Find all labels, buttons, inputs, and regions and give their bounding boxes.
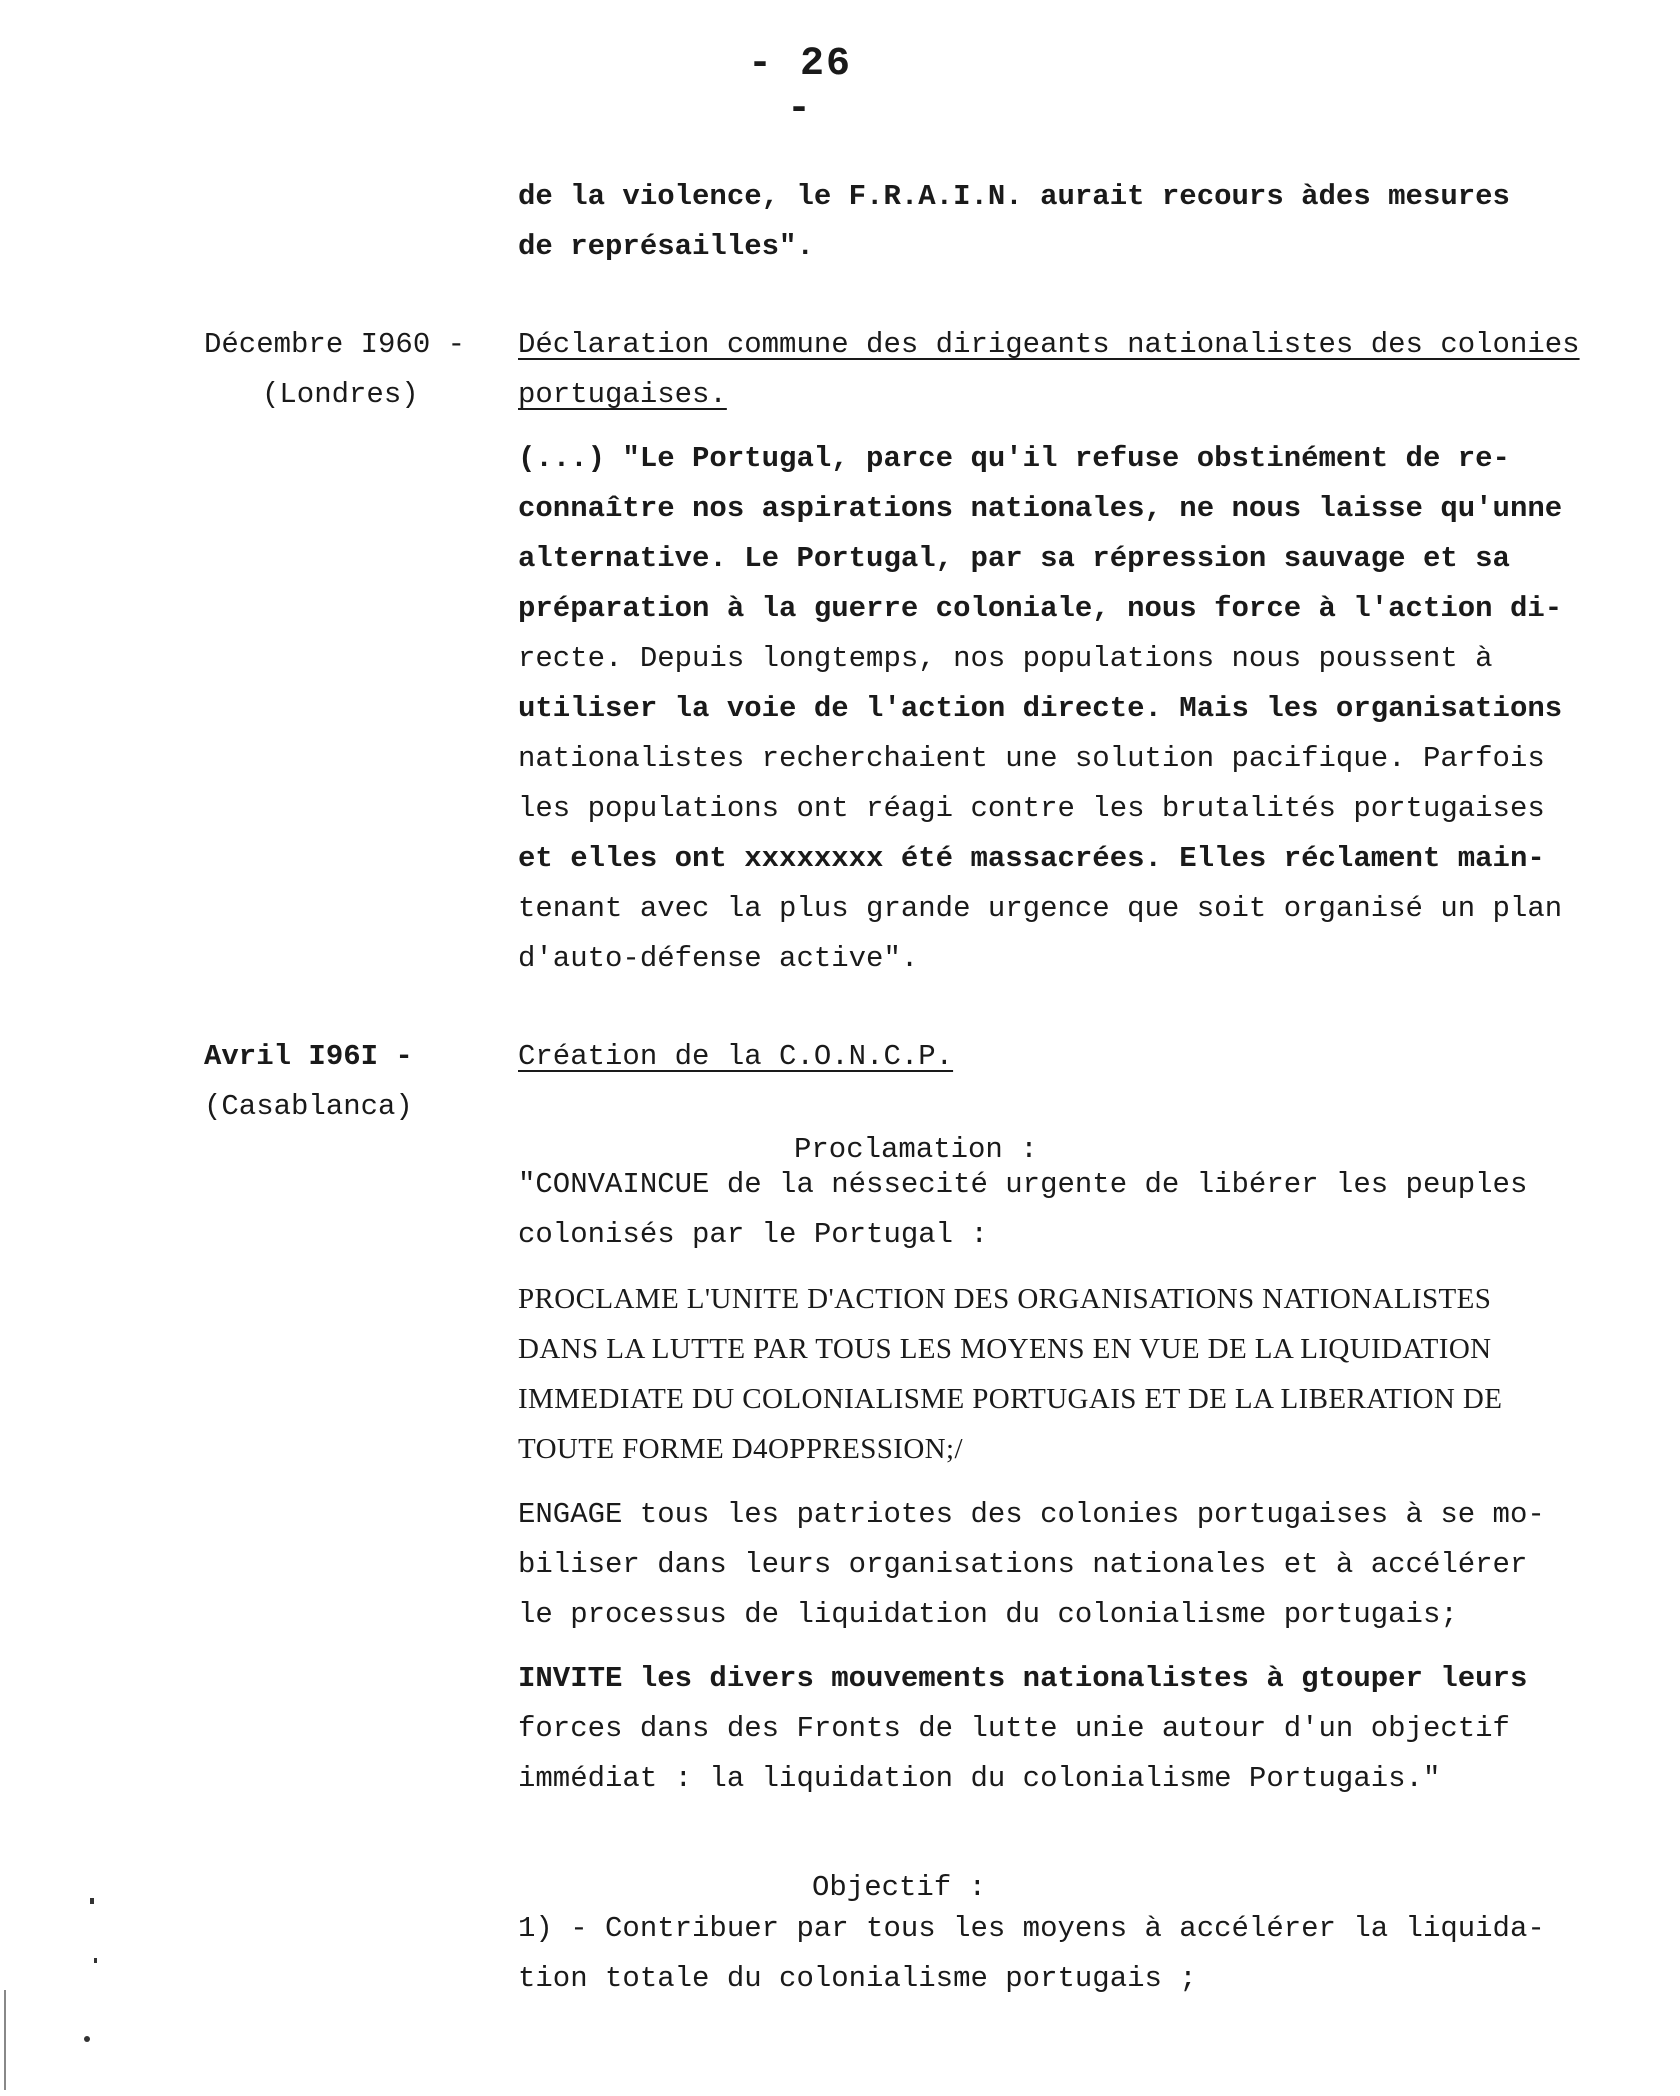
margin-speck (90, 1898, 94, 1904)
entry1-date: Décembre I960 - (204, 328, 466, 361)
proclamation-line: DANS LA LUTTE PAR TOUS LES MOYENS EN VUE DE LA LIQUIDATION (518, 1333, 1492, 1365)
entry1-body-line: les populations ont réagi contre les brutalités portugaises (518, 792, 1545, 825)
intro-line-1: de la violence, le F.R.A.I.N. aurait recours àdes mesures (518, 180, 1510, 213)
entry1-body-line: nationalistes recherchaient une solution pacifique. Parfois (518, 742, 1545, 775)
proclamation-line: forces dans des Fronts de lutte unie autour d'un objectif (518, 1712, 1510, 1745)
entry1-place: (Londres) (262, 378, 419, 411)
entry1-title-line-1: Déclaration commune des dirigeants nationalistes des colonies (518, 328, 1580, 361)
entry1-body-line: et elles ont xxxxxxxx été massacrées. Elles réclament main- (518, 842, 1545, 875)
proclamation-line: biliser dans leurs organisations nationales et à accélérer (518, 1548, 1528, 1581)
proclamation-line: ENGAGE tous les patriotes des colonies portugaises à se mo- (518, 1498, 1545, 1531)
entry2-title: Création de la C.O.N.C.P. (518, 1040, 954, 1073)
entry1-body-line: (...) "Le Portugal, parce qu'il refuse obstinément de re- (518, 442, 1510, 475)
entry1-body-line: préparation à la guerre coloniale, nous force à l'action di- (518, 592, 1563, 625)
margin-speck (84, 2036, 90, 2042)
entry1-body-line: d'auto-défense active". (518, 942, 919, 975)
proclamation-line: colonisés par le Portugal : (518, 1218, 988, 1251)
entry2-date: Avril I96I - (204, 1040, 413, 1073)
objectif-line: 1) - Contribuer par tous les moyens à accélérer la liquida- (518, 1912, 1545, 1945)
proclamation-line: TOUTE FORME D4OPPRESSION;/ (518, 1433, 963, 1465)
proclamation-line: IMMEDIATE DU COLONIALISME PORTUGAIS ET DE LA LIBERATION DE (518, 1383, 1503, 1415)
entry1-body-line: alternative. Le Portugal, par sa répression sauvage et sa (518, 542, 1510, 575)
proclamation-line: immédiat : la liquidation du colonialisme Portugais." (518, 1762, 1441, 1795)
intro-line-2: de représailles". (518, 230, 814, 263)
entry1-body-line: tenant avec la plus grande urgence que soit organisé un plan (518, 892, 1563, 925)
proclamation-line: PROCLAME L'UNITE D'ACTION DES ORGANISATIONS NATIONALISTES (518, 1283, 1492, 1315)
proclamation-line: le processus de liquidation du colonialisme portugais; (518, 1598, 1458, 1631)
entry2-place: (Casablanca) (204, 1090, 413, 1123)
proclamation-heading: Proclamation : (794, 1133, 1038, 1166)
page-number: - 26 - (747, 42, 852, 132)
proclamation-line: INVITE les divers mouvements nationalistes à gtouper leurs (518, 1662, 1528, 1695)
margin-edge-line (4, 1990, 6, 2090)
objectif-heading: Objectif : (812, 1871, 987, 1904)
proclamation-line: "CONVAINCUE de la néssecité urgente de libérer les peuples (518, 1168, 1528, 1201)
entry1-body-line: utiliser la voie de l'action directe. Mais les organisations (518, 692, 1563, 725)
objectif-line: tion totale du colonialisme portugais ; (518, 1962, 1197, 1995)
entry1-body-line: connaître nos aspirations nationales, ne nous laisse qu'unne (518, 492, 1563, 525)
entry1-body-line: recte. Depuis longtemps, nos populations nous poussent à (518, 642, 1493, 675)
entry1-title-line-2: portugaises. (518, 378, 727, 411)
margin-speck (94, 1958, 97, 1963)
